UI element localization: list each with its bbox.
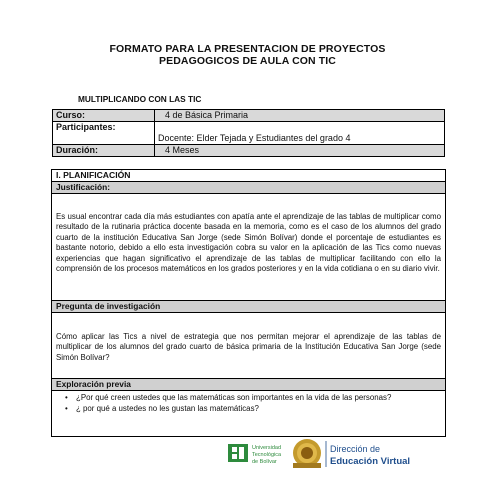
exploracion-label: Exploración previa [52, 379, 445, 391]
title-line-2: PEDAGOGICOS DE AULA CON TIC [159, 55, 336, 67]
curso-row [53, 110, 445, 122]
project-info-table [52, 109, 445, 157]
justificacion-label: Justificación: [52, 182, 445, 194]
university-line-3: de Bolívar [252, 459, 277, 465]
direccion-logo [330, 444, 410, 467]
list-item [65, 403, 445, 414]
planificacion-heading: I. PLANIFICACIÓN [52, 170, 445, 182]
university-line-1: Universidad [252, 445, 282, 451]
title-line-1: FORMATO PARA LA PRESENTACION DE PROYECTOS [109, 43, 386, 55]
justificacion-text: Es usual encontrar cada día más estudiantes con apatía ante el aprendizaje de las tablas de multiplicar como resultado de la rutinaria práctica docente basada en la memoria, como es el caso de los alumnos del grado cuarto de la institución Educativa San Jorge (sede Simón Bolívar) donde el porcentaje de estudiantes es bastante notorio, debido a ello esta investigación cobra su valor en la aplicación de las Tics como nuevas experiencias que hagan significativo el aprendizaje de las tablas de multiplicar facilitando con ello la comprensión de los procesos matemáticos en los grados posteriores y en la vida cotidiana o en su diario vivir. [56, 212, 441, 274]
question-2: ¿ por qué a ustedes no les gustan las matemáticas? [76, 404, 259, 413]
curso-label: Curso: [53, 110, 155, 122]
pregunta-label: Pregunta de investigación [52, 301, 445, 313]
pregunta-body [52, 313, 445, 379]
question-1: ¿Por qué creen ustedes que las matemáticas son importantes en la vida de las personas? [76, 393, 392, 402]
exploracion-list [52, 392, 445, 414]
document-title [0, 43, 495, 67]
participantes-row [53, 122, 445, 145]
participantes-value [155, 122, 445, 145]
bullet-icon: • [65, 393, 68, 402]
planificacion-section [51, 169, 446, 437]
participantes-text: Docente: Elder Tejada y Estudiantes del grado 4 [158, 133, 351, 143]
duracion-row [53, 145, 445, 157]
duracion-label: Duración: [53, 145, 155, 157]
anniversary-seal-icon [293, 439, 321, 468]
pregunta-text: Cómo aplicar las Tics a nivel de estrategia que nos permitan mejorar el aprendizaje de las tablas de multiplicar de los alumnos del grado cuarto de básica primaria de la Institución Educativa San Jorge (sede Simón Bolívar? [56, 332, 441, 362]
participantes-label: Participantes: [53, 122, 155, 145]
project-name: MULTIPLICANDO CON LAS TIC [78, 94, 202, 104]
university-line-2: Tecnológica [252, 452, 282, 458]
utb-emblem-icon [228, 444, 248, 462]
justificacion-body [52, 194, 445, 301]
footer-logos [228, 436, 428, 472]
utb-logo [228, 444, 282, 465]
exploracion-body [52, 391, 445, 414]
duracion-value: 4 Meses [155, 145, 445, 157]
direccion-line-2: Educación Virtual [330, 456, 411, 467]
bullet-icon: • [65, 404, 68, 413]
list-item [65, 392, 445, 403]
direccion-line-1: Dirección de [330, 444, 381, 454]
curso-value: 4 de Básica Primaria [155, 110, 445, 122]
